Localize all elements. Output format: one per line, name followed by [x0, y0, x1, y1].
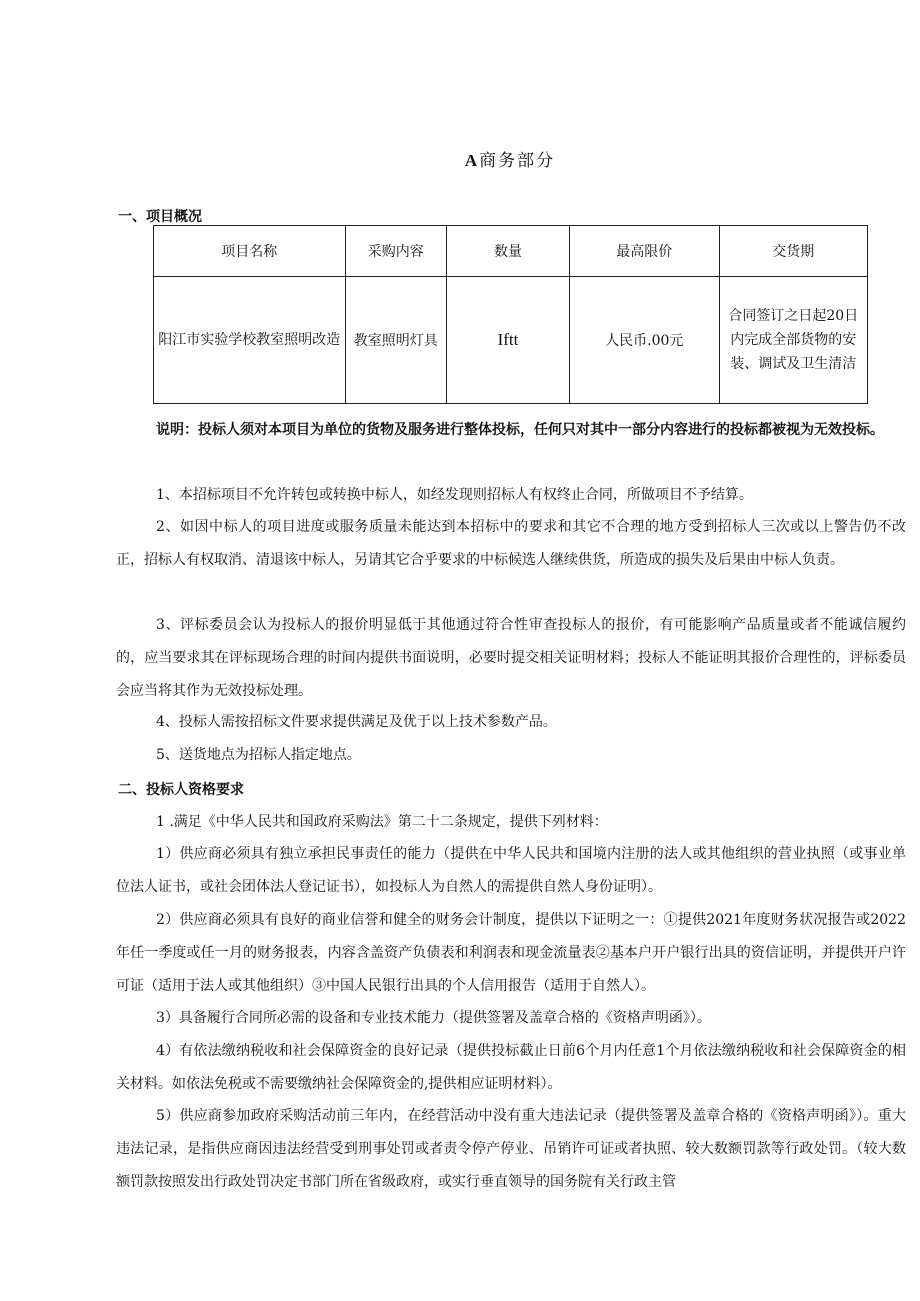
clause-4: 4、投标人需按招标文件要求提供满足及优于以上技术参数产品。 [156, 714, 557, 730]
page-title [0, 146, 920, 171]
table-header-row [154, 226, 868, 277]
price-cell: 人民币.00元 [569, 277, 719, 404]
content-cell: 教室照明灯具 [345, 277, 446, 404]
table-row [154, 277, 868, 404]
title-main: 商务部分 [479, 151, 556, 171]
clause-2: 2、如因中标人的项目进度或服务质量未能达到本招标中的要求和其它不合理的地方受到招标人三次或以上警告仍不改正，招标人有权取消、清退该中标人，另请其它合乎要求的中标候选人继续供货，所造成的损失及后果由中标人负责。 [116, 519, 906, 568]
qualification-5: 5）供应商参加政府采购活动前三年内，在经营活动中没有重大违法记录（提供签署及盖章合格的《资格声明函》）。重大违法记录，是指供应商因违法经营受到刑事处罚或者责令停产停业、吊销许可证或者执照、较大数额罚款等行政处罚。（较大数额罚款按照发出行政处罚决定书部门所在省级政府，或实行垂直领导的国务院有关行政主管 [116, 1108, 906, 1190]
project-name-cell: 阳江市实验学校教室照明改造 [154, 277, 346, 404]
table-header-cell: 最高限价 [569, 226, 719, 277]
qualification-4: 4）有依法缴纳税收和社会保障资金的良好记录（提供投标截止日前6个月内任意1个月依法缴纳税收和社会保障资金的相关材料。如依法免税或不需要缴纳社会保障资金的,提供相应证明材料）。 [116, 1043, 906, 1092]
section-heading-overview: 一、项目概况 [118, 209, 202, 225]
clause-3: 3、评标委员会认为投标人的报价明显低于其他通过符合性审查投标人的报价，有可能影响产品质量或者不能诚信履约的，应当要求其在评标现场合理的时间内提供书面说明，必要时提交相关证明材料；投标人不能证明其报价合理性的，评标委员会应当将其作为无效投标处理。 [116, 617, 906, 699]
section-heading-qualification: 二、投标人资格要求 [118, 782, 244, 798]
delivery-cell: 合同签订之日起20日内完成全部货物的安装、调试及卫生清洁 [719, 277, 867, 404]
qualification-intro: 1 .满足《中华人民共和国政府采购法》第二十二条规定，提供下列材料： [156, 814, 608, 830]
qualification-2: 2）供应商必须具有良好的商业信誉和健全的财务会计制度，提供以下证明之一：①提供2021年度财务状况报告或2022年任一季度或任一月的财务报表，内容含盖资产负债表和利润表和现金流量表②基本户开户银行出具的资信证明，并提供开户许可证（适用于法人或其他组织）③中国人民银行出具的个人信用报告（适用于自然人）。 [116, 912, 906, 994]
table-header-cell: 数量 [447, 226, 570, 277]
table-header-cell: 采购内容 [345, 226, 446, 277]
project-summary-table [153, 225, 868, 404]
title-prefix: A [464, 151, 480, 170]
clause-1: 1、本招标项目不允许转包或转换中标人，如经发现则招标人有权终止合同，所做项目不予结算。 [156, 487, 753, 503]
table-header-cell: 项目名称 [154, 226, 346, 277]
bidding-note: 说明：投标人须对本项目为单位的货物及服务进行整体投标，任何只对其中一部分内容进行的投标都被视为无效投标。 [156, 422, 884, 438]
qualification-1: 1）供应商必须具有独立承担民事责任的能力（提供在中华人民共和国境内注册的法人或其他组织的营业执照（或事业单位法人证书，或社会团体法人登记证书），如投标人为自然人的需提供自然人身份证明）。 [116, 846, 906, 895]
clause-5: 5、送货地点为招标人指定地点。 [156, 747, 361, 763]
table-header-cell: 交货期 [719, 226, 867, 277]
qualification-3: 3）具备履行合同所必需的设备和专业技术能力（提供签署及盖章合格的《资格声明函》）。 [156, 1010, 711, 1026]
quantity-cell: Iftt [447, 277, 570, 404]
